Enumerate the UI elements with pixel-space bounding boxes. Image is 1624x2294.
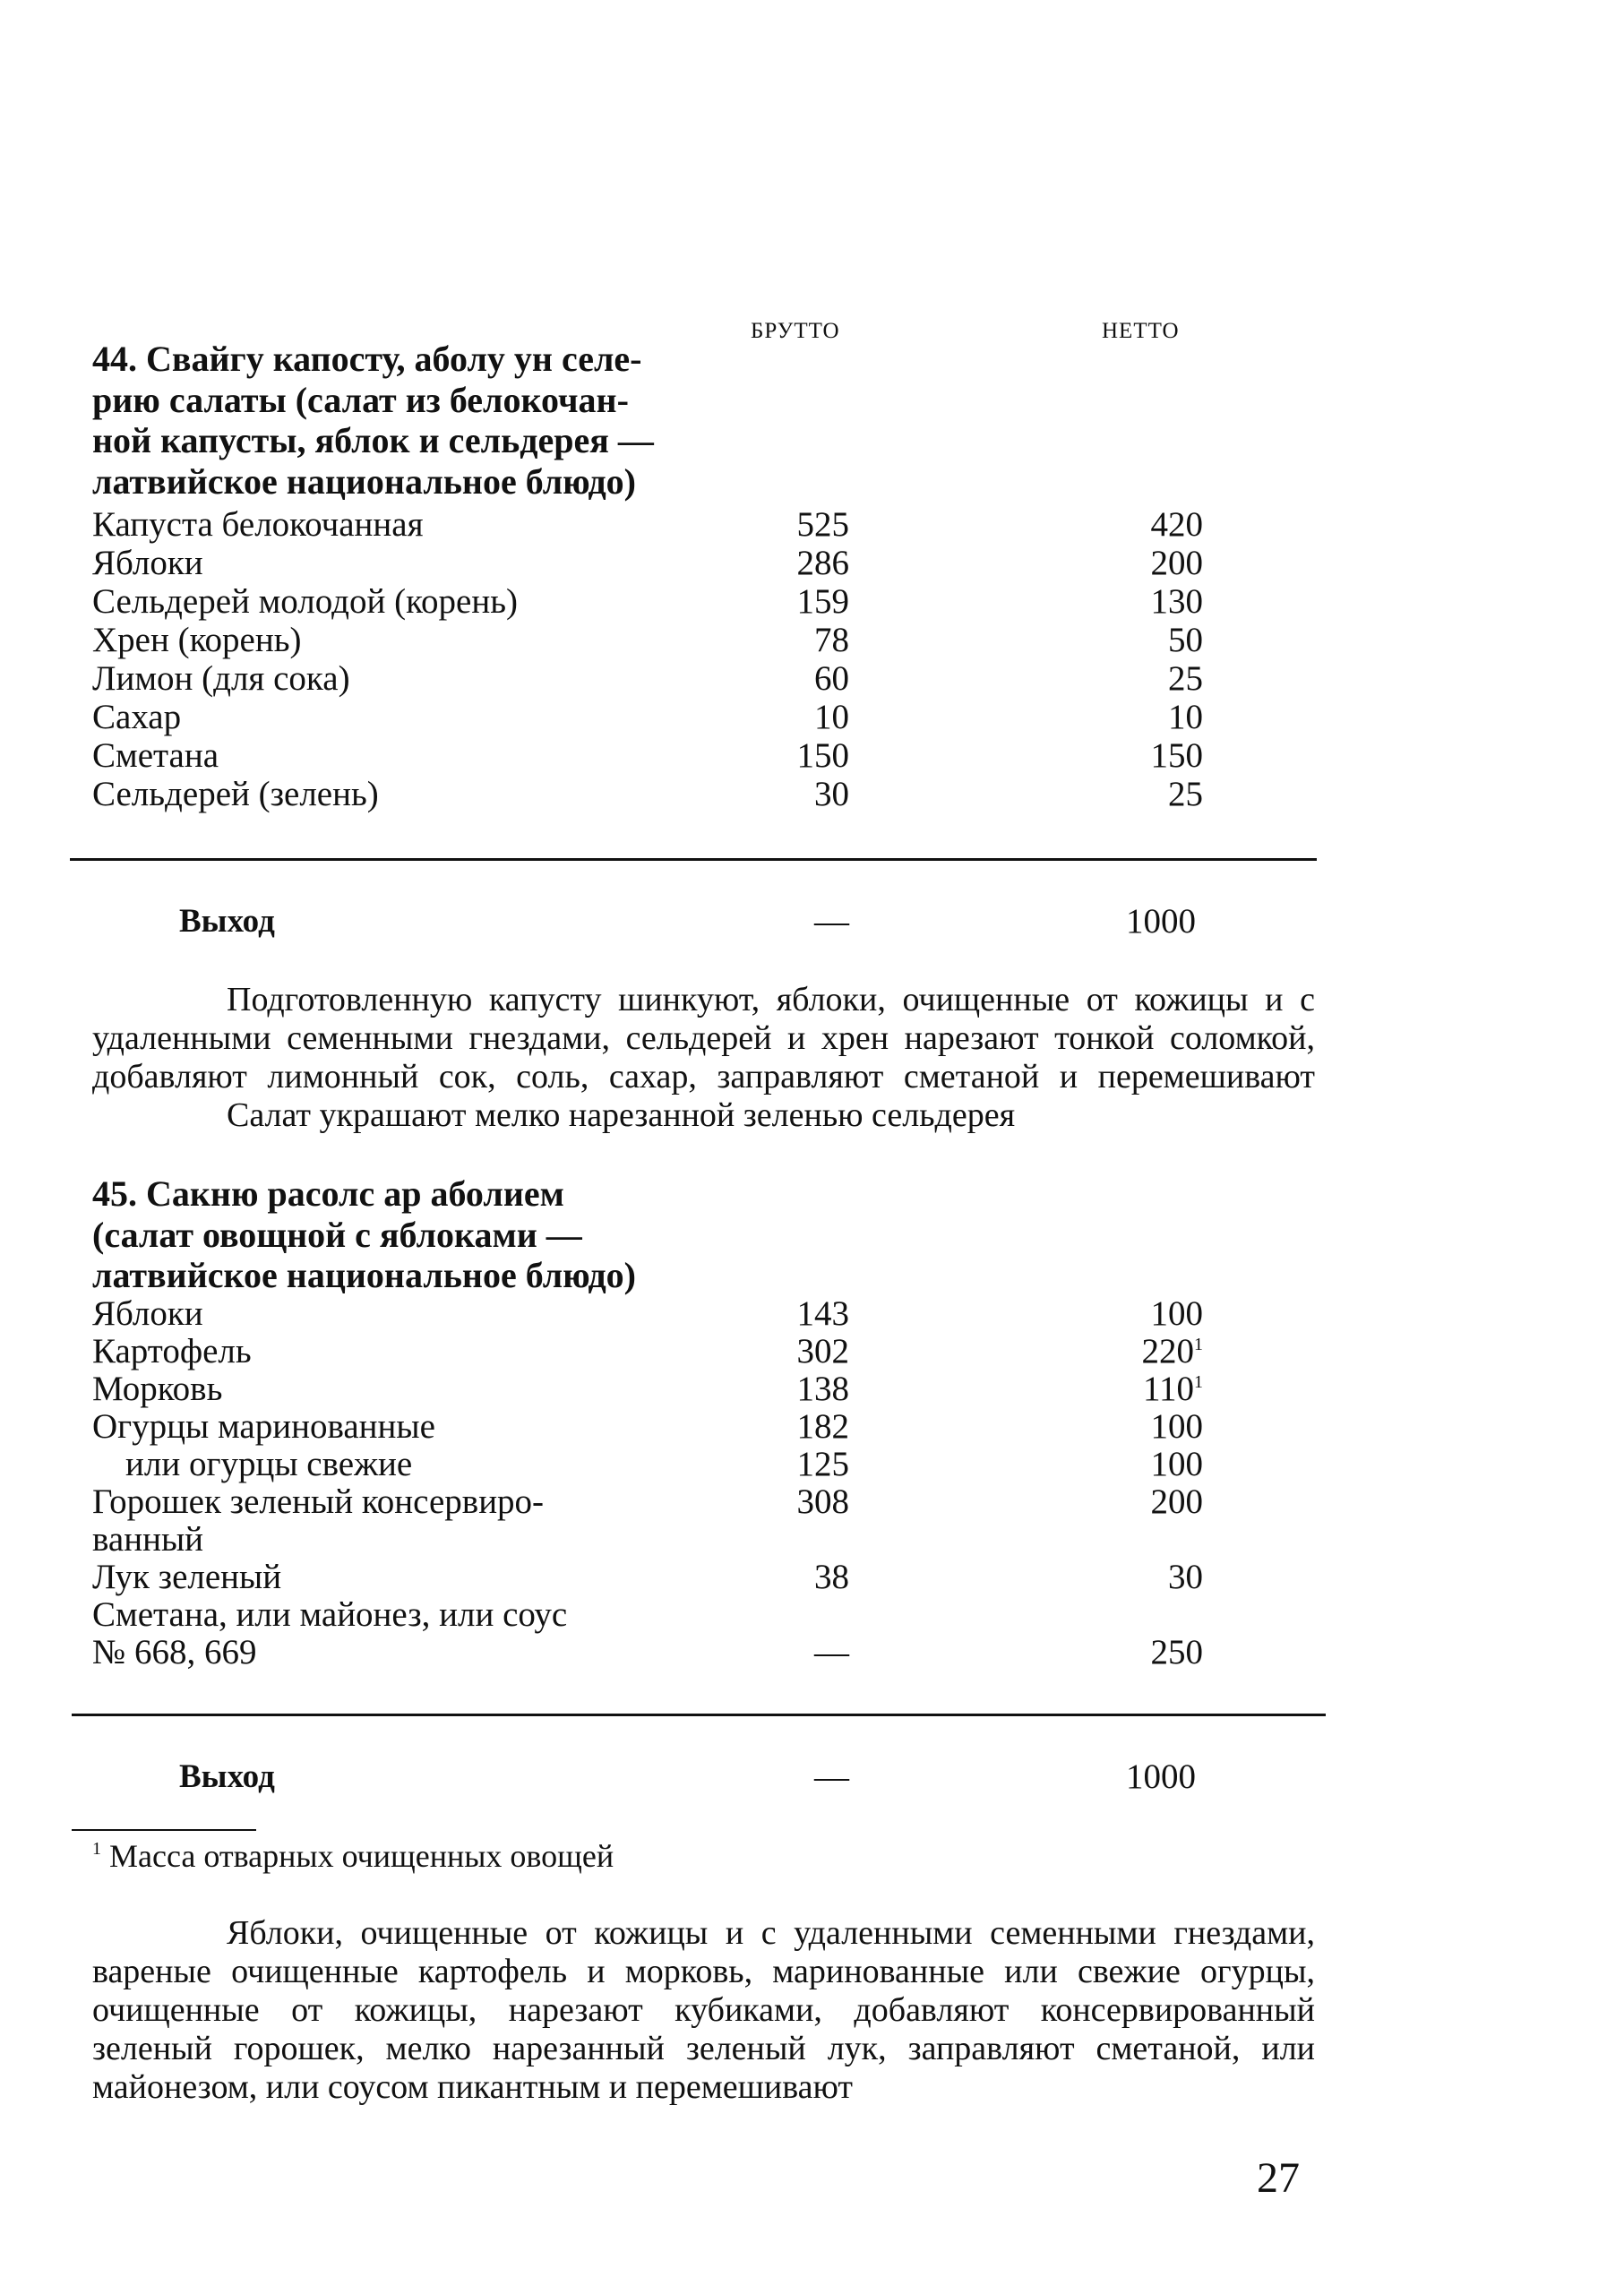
netto-value: 30	[1168, 1558, 1203, 1596]
netto-number: 110	[1142, 1370, 1194, 1408]
paragraph-line: зеленый горошек, мелко нарезанный зеленый лук, заправляют сметаной, или	[92, 2030, 1315, 2067]
ingredient-row	[0, 1332, 1624, 1371]
brutto-value: 525	[796, 505, 849, 544]
yield-brutto: —	[814, 1757, 849, 1796]
netto-value: 150	[1150, 736, 1203, 775]
ingredient-name: Капуста белокочанная	[92, 505, 424, 544]
yield-label: Выход	[179, 903, 275, 940]
ingredient-row	[0, 1407, 1624, 1447]
paragraph-line: Салат украшают мелко нарезанной зеленью сельдерея	[227, 1096, 1016, 1134]
ingredient-row	[0, 1445, 1624, 1484]
netto-value: 100	[1150, 1407, 1203, 1446]
yield-netto: 1000	[1126, 902, 1196, 941]
footnote-rule	[72, 1829, 256, 1831]
paragraph-line: очищенные от кожицы, нарезают кубиками, добавляют консервированный	[92, 1991, 1315, 2029]
title-line: 45. Сакню расолс ар аболием	[92, 1173, 564, 1214]
ingredient-row	[0, 1558, 1624, 1597]
ingredient-row	[0, 621, 1624, 660]
ingredient-name: № 668, 669	[92, 1633, 257, 1671]
netto-value: 10	[1168, 698, 1203, 736]
netto-value: 50	[1168, 621, 1203, 659]
footnote-text: Масса отварных очищенных овощей	[109, 1838, 614, 1874]
recipe-44-title	[92, 339, 654, 502]
brutto-value: 182	[796, 1407, 849, 1446]
recipe-45-instructions-last	[92, 2068, 853, 2107]
netto-value: 100	[1150, 1294, 1203, 1333]
netto-value: 420	[1150, 505, 1203, 544]
ingredient-name: Сахар	[92, 698, 182, 736]
ingredient-name: Хрен (корень)	[92, 621, 302, 659]
netto-value: 200	[1150, 1482, 1203, 1521]
ingredient-name: Сельдерей (зелень)	[92, 775, 379, 813]
recipe-44-instructions	[92, 981, 1315, 1096]
paragraph-line: Яблоки, очищенные от кожицы и с удаленными семенными гнездами,	[227, 1914, 1315, 1952]
netto-value: 250	[1150, 1633, 1203, 1671]
ingredient-name: Лук зеленый	[92, 1558, 282, 1596]
footnote-mark: 1	[1194, 1335, 1203, 1354]
ingredient-row	[0, 1370, 1624, 1409]
ingredient-row	[0, 659, 1624, 699]
ingredient-name: Сельдерей молодой (корень)	[92, 582, 519, 621]
ingredient-name: Горошек зеленый консервиро-	[92, 1482, 545, 1521]
column-header-netto: НЕТТО	[1102, 319, 1180, 343]
ingredient-name: ванный	[92, 1520, 204, 1559]
footnote-mark: 1	[92, 1839, 101, 1859]
footnote	[92, 1836, 614, 1876]
brutto-value: 125	[796, 1445, 849, 1483]
brutto-value: 138	[796, 1370, 849, 1408]
ingredient-name: или огурцы свежие	[125, 1445, 413, 1483]
ingredient-name: Морковь	[92, 1370, 223, 1408]
ingredient-name: Лимон (для сока)	[92, 659, 350, 698]
ingredient-row	[0, 736, 1624, 776]
paragraph-line: добавляют лимонный сок, соль, сахар, заправляют сметаной и перемешивают	[92, 1058, 1315, 1095]
footnote-mark: 1	[1194, 1372, 1203, 1392]
paragraph-line: вареные очищенные картофель и морковь, маринованные или свежие огурцы,	[92, 1953, 1315, 1990]
ingredient-row	[0, 698, 1624, 737]
ingredient-name: Сметана	[92, 736, 219, 775]
paragraph-line: майонезом, или соусом пикантным и перемешивают	[92, 2068, 854, 2106]
brutto-value: 150	[796, 736, 849, 775]
title-line: латвийское национальное блюдо)	[92, 460, 636, 502]
ingredient-row	[0, 1595, 1624, 1635]
brutto-value: 10	[814, 698, 849, 736]
brutto-value: 302	[796, 1332, 849, 1370]
ingredient-name: Огурцы маринованные	[92, 1407, 435, 1446]
title-line: рию салаты (салат из белокочан-	[92, 379, 629, 420]
netto-value: 25	[1168, 775, 1203, 813]
netto-value	[1143, 1370, 1203, 1409]
recipe-45-title	[92, 1173, 636, 1296]
ingredient-row	[0, 1520, 1624, 1559]
ingredient-row	[0, 775, 1624, 814]
recipe-44-instructions-last	[227, 1096, 1015, 1135]
yield-brutto: —	[814, 902, 849, 941]
yield-label: Выход	[179, 1758, 275, 1795]
netto-value: 25	[1168, 659, 1203, 698]
ingredient-name: Картофель	[92, 1332, 252, 1370]
brutto-value: 143	[796, 1294, 849, 1333]
title-line: 44. Свайгу капосту, аболу ун селе-	[92, 339, 642, 379]
page-number: 27	[1257, 2154, 1300, 2202]
recipe-45-instructions	[92, 1914, 1315, 2068]
paragraph-line: удаленными семенными гнездами, сельдерей и хрен нарезают тонкой соломкой,	[92, 1019, 1315, 1057]
ingredient-row	[0, 505, 1624, 545]
yield-row	[0, 1757, 1624, 1797]
netto-value: 130	[1150, 582, 1203, 621]
netto-value	[1142, 1332, 1204, 1371]
netto-value: 200	[1150, 544, 1203, 582]
netto-number: 220	[1141, 1332, 1194, 1370]
ingredient-name: Яблоки	[92, 1294, 203, 1333]
ingredient-row	[0, 1482, 1624, 1522]
netto-value: 100	[1150, 1445, 1203, 1483]
brutto-value: —	[814, 1633, 849, 1671]
brutto-value: 308	[796, 1482, 849, 1521]
divider-rule	[72, 1714, 1326, 1716]
brutto-value: 38	[814, 1558, 849, 1596]
brutto-value: 78	[814, 621, 849, 659]
title-line: латвийское национальное блюдо)	[92, 1255, 636, 1295]
ingredient-row	[0, 1633, 1624, 1672]
ingredient-row	[0, 1294, 1624, 1334]
ingredient-name: Яблоки	[92, 544, 203, 582]
ingredient-row	[0, 544, 1624, 583]
title-line: ной капусты, яблок и сельдерея —	[92, 420, 654, 460]
column-header-brutto: БРУТТО	[751, 319, 840, 343]
title-line: (салат овощной с яблоками —	[92, 1214, 582, 1255]
yield-netto: 1000	[1126, 1757, 1196, 1796]
divider-rule	[70, 858, 1317, 861]
brutto-value: 286	[796, 544, 849, 582]
brutto-value: 30	[814, 775, 849, 813]
yield-row	[0, 902, 1624, 941]
brutto-value: 159	[796, 582, 849, 621]
ingredient-row	[0, 582, 1624, 622]
ingredient-name: Сметана, или майонез, или соус	[92, 1595, 568, 1634]
brutto-value: 60	[814, 659, 849, 698]
paragraph-line: Подготовленную капусту шинкуют, яблоки, очищенные от кожицы и с	[227, 981, 1315, 1018]
